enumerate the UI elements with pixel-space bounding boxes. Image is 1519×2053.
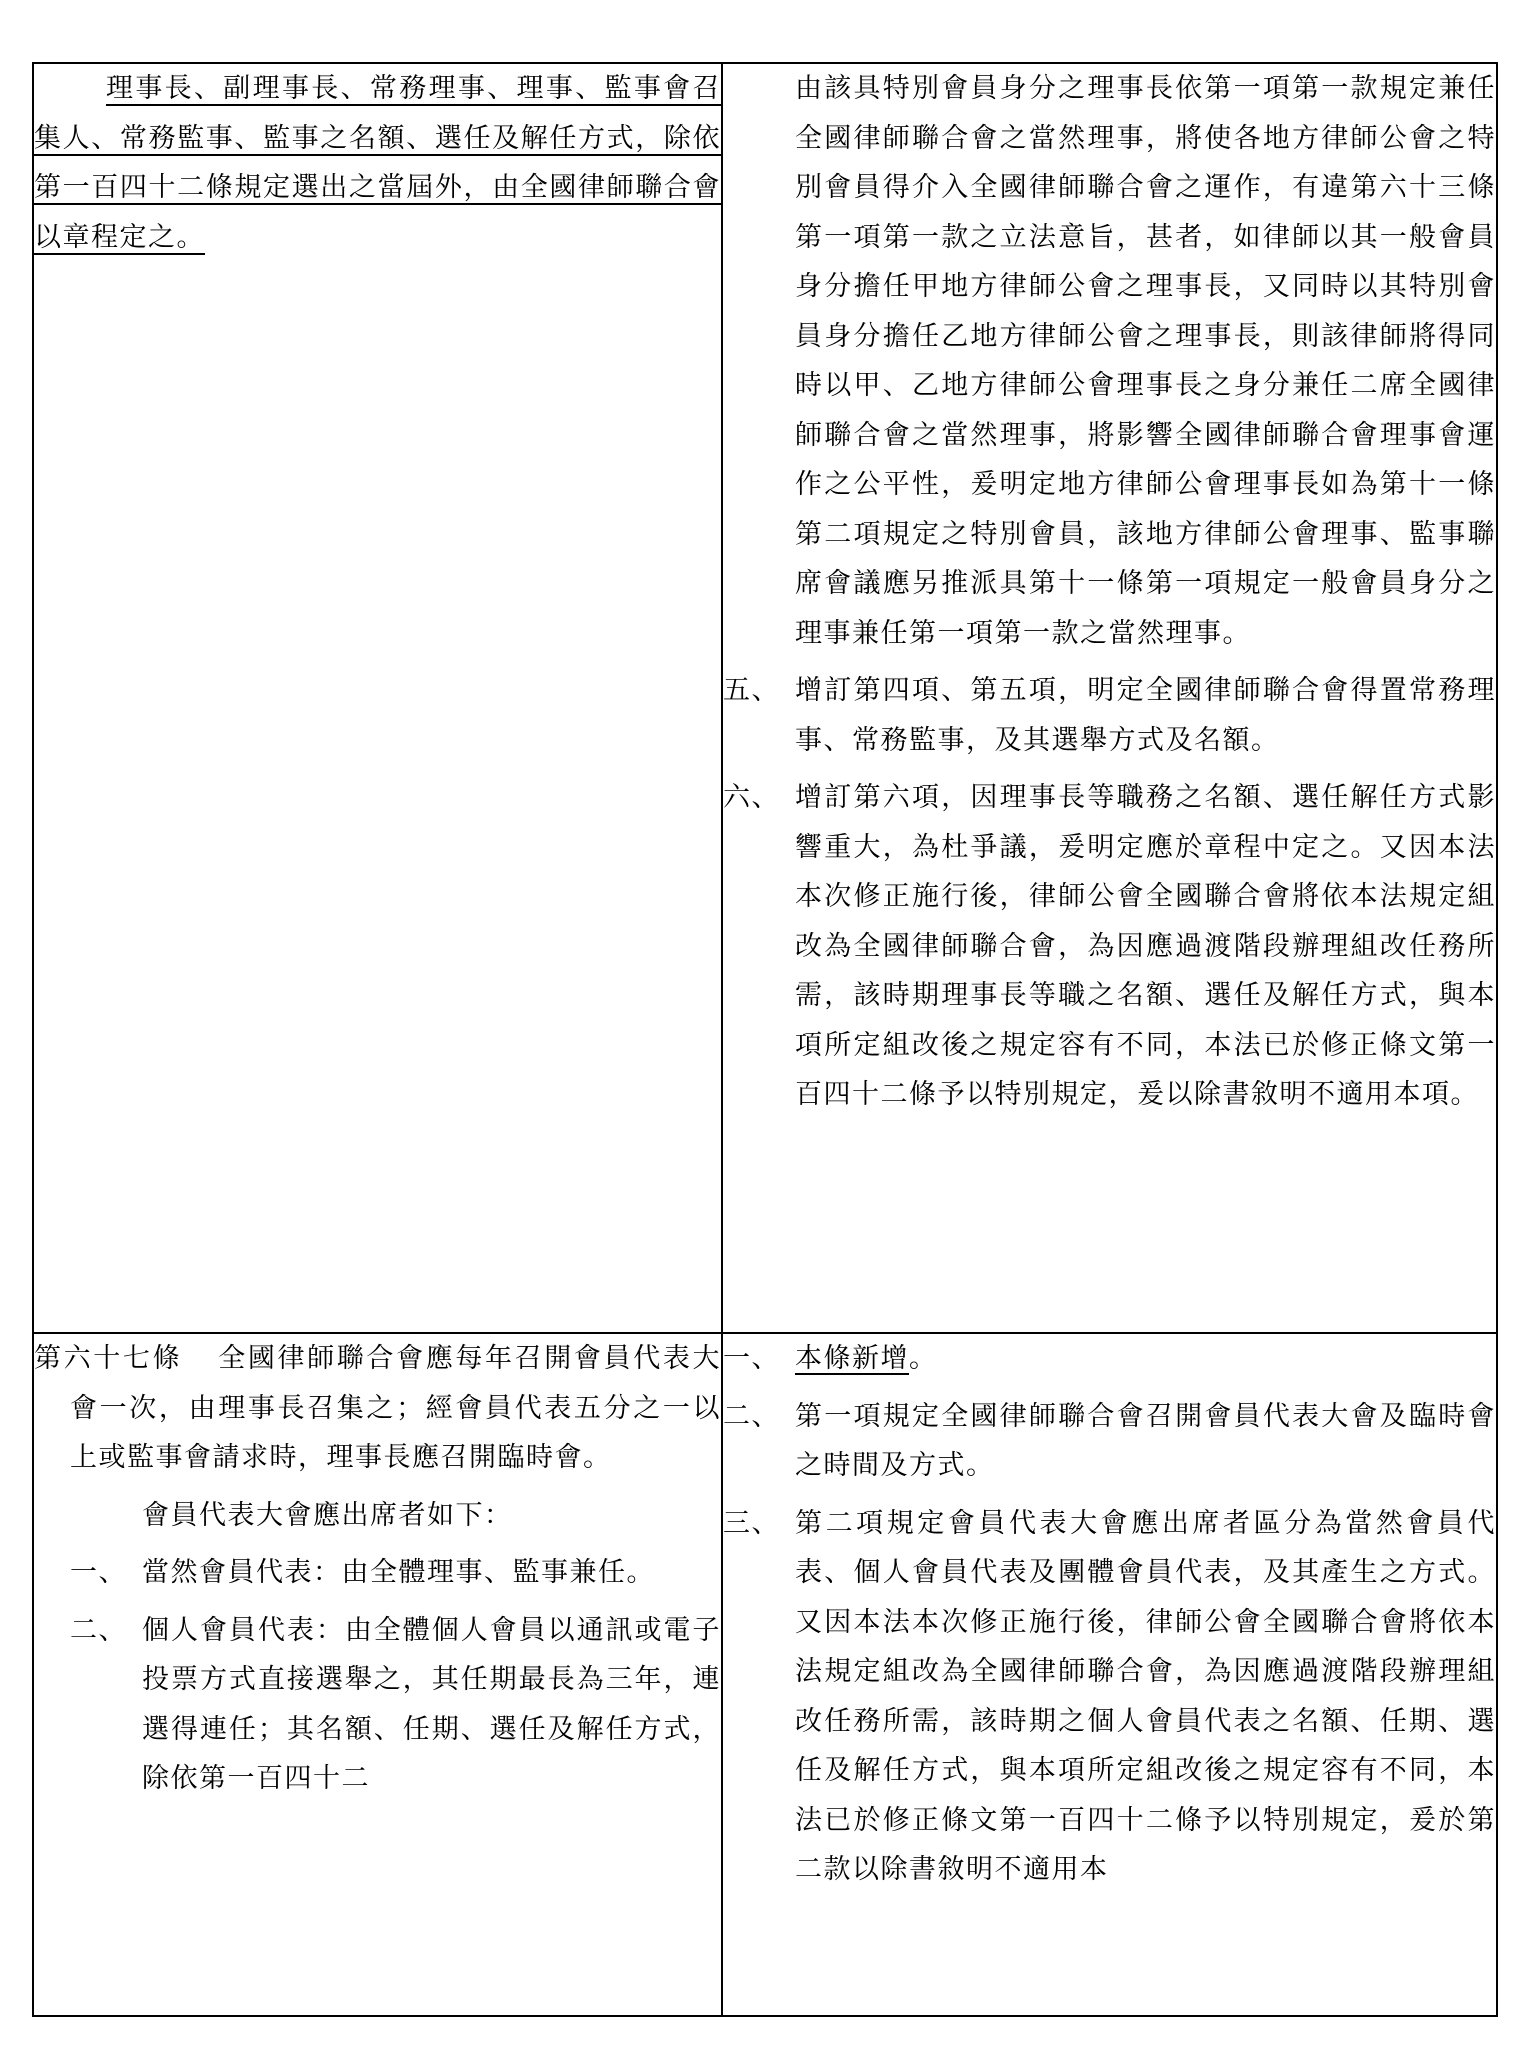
article-67 [34,1334,721,1483]
amended-text-cell [33,63,722,1333]
item-text: 增訂第六項，因理事長等職務之名額、選任解任方式影響重大，為杜爭議，爰明定應於章程中定之。又因本法本次修正施行後，律師公會全國聯合會將依本法規定組改為全國律師聯合會，為因應過渡階段辦理組改任務所需，該時期理事長等職之名額、選任及解任方式，與本項所定組改後之規定容有不同，本法已於修正條文第一百四十二條予以特別規定，爰以除書敘明不適用本項。 [795,782,1496,1110]
article-subitem [34,1548,721,1598]
amended-paragraph: 理事長、副理事長、常務理事、理事、監事會召集人、常務監事、監事之名額、選任及解任方式，除依第一百四十二條規定選出之當屆外，由全國律師聯合會以章程定之。 [34,73,721,253]
item-text-tail: 。 [909,1343,938,1374]
article-subitem [34,1606,721,1804]
explanation-item [723,1499,1496,1895]
item-number: 五、 [723,675,780,706]
subitem-number: 一、 [70,1557,127,1588]
article-title: 第六十七條 [34,1343,183,1374]
subitem-number: 二、 [70,1614,127,1646]
table-row [33,63,1497,1333]
item-text: 增訂第四項、第五項，明定全國律師聯合會得置常務理事、常務監事，及其選舉方式及名額。 [795,675,1496,756]
item-number: 二、 [723,1400,780,1432]
explanation-item [723,1392,1496,1491]
item-number: 三、 [723,1507,780,1539]
item-text: 第一項規定全國律師聯合會召開會員代表大會及臨時會之時間及方式。 [795,1400,1496,1481]
comparison-table [32,62,1498,2017]
subitem-text: 當然會員代表：由全體理事、監事兼任。 [142,1557,655,1588]
explanation-item [723,666,1496,765]
explanation-cell [722,63,1497,1333]
article-text-cell [33,1333,722,2016]
table-row [33,1333,1497,2016]
article-body: 全國律師聯合會應每年召開會員代表大會一次，由理事長召集之；經會員代表五分之一以上或監事會請求時，理事長應召開臨時會。 [70,1343,722,1473]
item-number: 一、 [723,1343,780,1374]
explanation-item [723,1334,1496,1384]
explanation-continuation: 由該具特別會員身分之理事長依第一項第一款規定兼任全國律師聯合會之當然理事，將使各地方律師公會之特別會員得介入全國律師聯合會之運作，有違第六十三條第一項第一款之立法意旨，甚者，如律師以其一般會員身分擔任甲地方律師公會之理事長，又同時以其特別會員身分擔任乙地方律師公會之理事長，則該律師將得同時以甲、乙地方律師公會理事長之身分兼任二席全國律師聯合會之當然理事，將影響全國律師聯合會理事會運作之公平性，爰明定地方律師公會理事長如為第十一條第二項規定之特別會員，該地方律師公會理事、監事聯席會議應另推派具第十一條第一項規定一般會員身分之理事兼任第一項第一款之當然理事。 [795,73,1496,649]
explanation-item [723,773,1496,1120]
item-number: 六、 [723,782,780,813]
article-paragraph: 會員代表大會應出席者如下： [142,1499,513,1531]
item-text: 第二項規定會員代表大會應出席者區分為當然會員代表、個人會員代表及團體會員代表，及其產生之方式。又因本法本次修正施行後，律師公會全國聯合會將依本法規定組改為全國律師聯合會，為因應過渡階段辦理組改任務所需，該時期之個人會員代表之名額、任期、選任及解任方式，與本項所定組改後之規定容有不同，本法已於修正條文第一百四十二條予以特別規定，爰於第二款以除書敘明不適用本 [795,1507,1496,1885]
subitem-text: 個人會員代表：由全體個人會員以通訊或電子投票方式直接選舉之，其任期最長為三年，連選得連任；其名額、任期、選任及解任方式，除依第一百四十二 [142,1614,721,1794]
item-text: 本條新增 [795,1343,909,1374]
explanation-cell [722,1333,1497,2016]
